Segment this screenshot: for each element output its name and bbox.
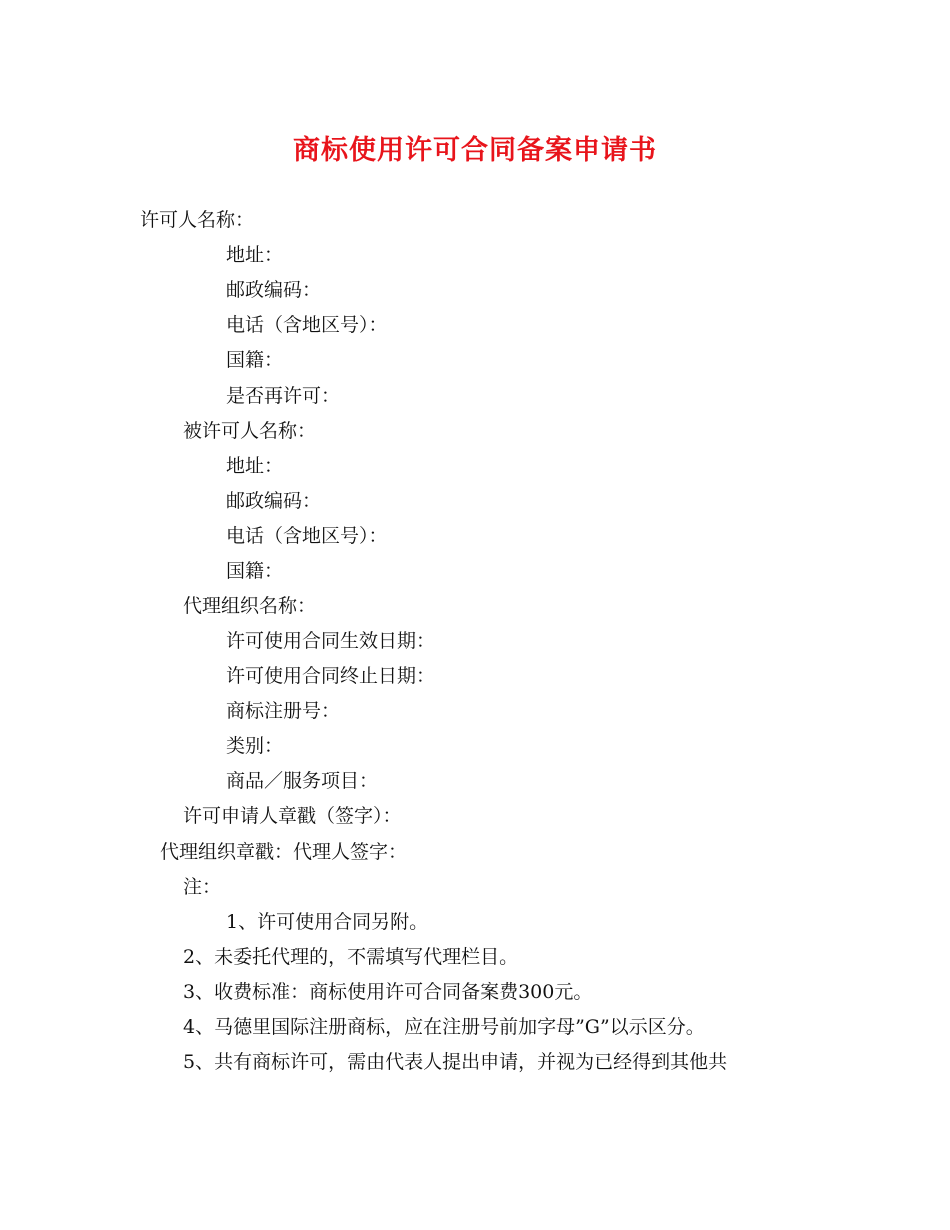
applicant-seal-label: 许可申请人章戳（签字）： [183,805,402,827]
document-title: 商标使用许可合同备案申请书 [293,135,657,166]
notes-heading: 注： [183,876,222,898]
note-item-2: 2、未委托代理的，不需填写代理栏目。 [183,946,519,968]
agency-name-label: 代理组织名称： [183,595,317,617]
class-label: 类别： [226,735,284,757]
licensee-name-label: 被许可人名称： [183,420,317,442]
licensor-name-label: 许可人名称： [140,209,255,231]
licensee-nationality-label: 国籍： [226,560,284,582]
licensor-nationality-label: 国籍： [226,349,284,371]
licensee-postal-code-label: 邮政编码： [226,490,322,512]
licensee-address-label: 地址： [226,455,284,477]
licensor-phone-label: 电话（含地区号）： [226,314,388,336]
termination-date-label: 许可使用合同终止日期： [226,665,436,687]
agency-seal-label: 代理组织章戳：代理人签字： [160,841,408,863]
effective-date-label: 许可使用合同生效日期： [226,630,436,652]
licensee-phone-label: 电话（含地区号）： [226,525,388,547]
registration-number-label: 商标注册号： [226,700,341,722]
note-item-1: 1、许可使用合同另附。 [226,911,429,933]
licensor-postal-code-label: 邮政编码： [226,279,322,301]
note-item-4: 4、马德里国际注册商标，应在注册号前加字母”G”以示区分。 [183,1016,705,1038]
note-item-5: 5、共有商标许可，需由代表人提出申请，并视为已经得到其他共 [183,1051,728,1073]
licensor-address-label: 地址： [226,244,284,266]
note-item-3: 3、收费标准：商标使用许可合同备案费300元。 [183,981,593,1003]
licensor-sublicense-label: 是否再许可： [226,385,341,407]
goods-services-label: 商品／服务项目： [226,770,379,792]
